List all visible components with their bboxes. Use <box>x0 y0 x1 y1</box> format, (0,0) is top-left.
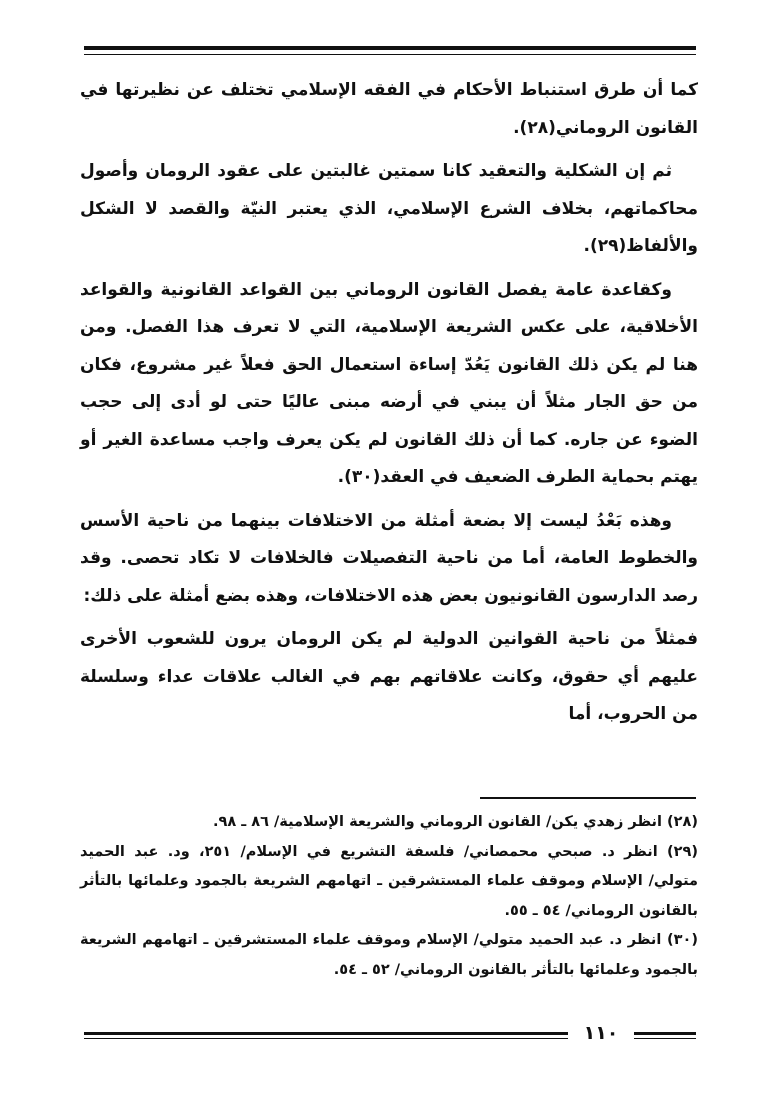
paragraph-3: وكقاعدة عامة يفصل القانون الروماني بين القواعد القانونية والقواعد الأخلاقية، على عكس الشريعة الإسلامية، التي لا تعرف هذا الفصل. ومن هنا لم يكن ذلك القانون يَعُدّ إساءة استعمال الحق فعلاً غير مشروع، فكان من حق الجار مثلاً أن يبني في أرضه مبنى عاليًا حتى لو أدى إلى حجب الضوء عن جاره. كما أن ذلك القانون لم يكن يعرف واجب مساعدة الغير أو يهتم بحماية الطرف الضعيف في العقد(٣٠). <box>80 279 698 487</box>
paragraph-5: فمثلاً من ناحية القوانين الدولية لم يكن الرومان يرون للشعوب الأخرى عليهم أي حقوق، وكانت علاقاتهم بهم في الغالب علاقات عداء وسلسلة من الحروب، أما <box>80 629 698 724</box>
footnote-29: (٢٩) انظر د. صبحي محمصاني/ فلسفة التشريع في الإسلام/ ٢٥١، ود. عبد الحميد متولي/ الإسلام وموقف علماء المستشرقين ـ اتهامهم الشريعة بالجمود وعلمائها بالتأثر بالقانون الروماني/ ٥٤ ـ ٥٥. <box>80 843 698 919</box>
paragraph-2: ثم إن الشكلية والتعقيد كانا سمتين غالبتين على عقود الرومان وأصول محاكماتهم، بخلاف الشرع الإسلامي، الذي يعتبر النيّة والقصد لا الشكل والألفاظ(٢٩). <box>80 161 698 256</box>
footnote-28: (٢٨) انظر زهدي يكن/ القانون الروماني والشريعة الإسلامية/ ٨٦ ـ ٩٨. <box>212 814 698 830</box>
footnote-30: (٣٠) انظر د. عبد الحميد متولي/ الإسلام وموقف علماء المستشرقين ـ اتهامهم الشريعة بالجمود وعلمائها بالتأثر بالقانون الروماني/ ٥٢ ـ ٥٤. <box>80 932 698 978</box>
top-rule-thick <box>84 46 696 50</box>
footer-rule-right-thick <box>634 1032 696 1035</box>
footnote-separator <box>480 797 696 799</box>
footer-rule-right-thin <box>634 1038 696 1039</box>
main-text <box>80 72 698 740</box>
footnotes <box>80 808 698 985</box>
page-number: ١١٠ <box>583 1022 619 1044</box>
footer-rule-left-thick <box>84 1032 568 1035</box>
paragraph-4: وهذه بَعْدُ ليست إلا بضعة أمثلة من الاختلافات بينهما من ناحية الأسس والخطوط العامة، أما من ناحية التفصيلات فالخلافات لا تكاد تحصى. وقد رصد الدارسون القانونيون بعض هذه الاختلافات، وهذه بضع أمثلة على ذلك: <box>80 510 698 606</box>
top-rule-thin <box>84 54 696 55</box>
paragraph-1: كما أن طرق استنباط الأحكام في الفقه الإسلامي تختلف عن نظيرتها في القانون الروماني(٢٨). <box>80 80 698 138</box>
footer-rule-left-thin <box>84 1038 568 1039</box>
page-footer <box>84 1022 696 1046</box>
